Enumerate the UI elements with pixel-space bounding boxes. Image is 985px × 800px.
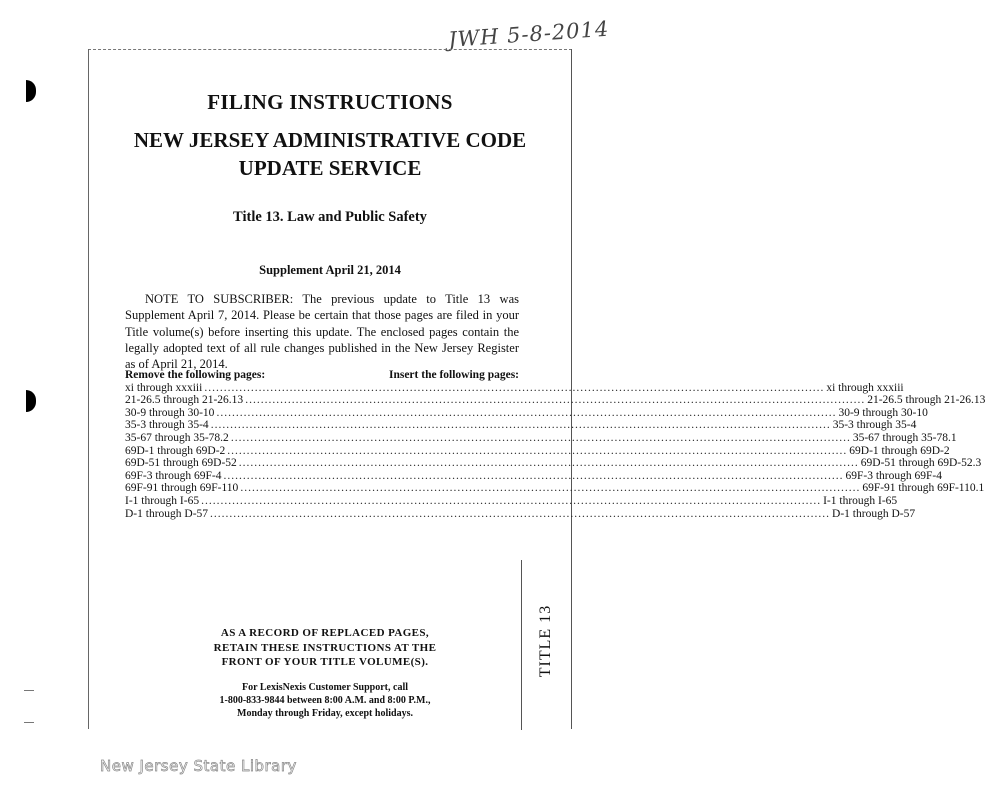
- insert-pages-header: Insert the following pages:: [388, 369, 519, 381]
- remove-pages-cell: 35-3 through 35-4: [125, 419, 209, 432]
- support-line-2: 1-800-833-9844 between 8:00 A.M. and 8:00 P.M.,: [219, 694, 431, 706]
- insert-pages-cell: 69D-51 through 69D-52.3: [860, 457, 982, 470]
- remove-pages-cell: 35-67 through 35-78.2: [125, 431, 229, 444]
- insert-pages-cell: 35-67 through 35-78.1: [852, 431, 957, 444]
- dot-leader: ................................................................................................................................................................: [238, 457, 859, 470]
- pages-table-row: [125, 469, 942, 483]
- remove-pages-cell: 69F-3 through 69F-4: [125, 469, 222, 482]
- dot-leader: ................................................................................................................................................................: [210, 419, 831, 432]
- remove-pages-cell: xi through xxxiii: [125, 381, 203, 394]
- dot-leader: ................................................................................................................................................................: [223, 469, 844, 482]
- pages-table-row: [125, 431, 957, 445]
- pages-table-row: [125, 457, 982, 470]
- dot-leader: ................................................................................................................................................................: [240, 482, 861, 495]
- dot-leader: ................................................................................................................................................................: [227, 444, 848, 457]
- record-line-3: FRONT OF YOUR TITLE VOLUME(S).: [221, 656, 429, 668]
- title-tab-divider: [521, 560, 522, 730]
- remove-pages-cell: 21-26.5 through 21-26.13: [125, 394, 244, 407]
- support-line-1: For LexisNexis Customer Support, call: [241, 682, 408, 693]
- insert-pages-cell: 69D-1 through 69D-2: [849, 444, 950, 457]
- handwritten-initials-date: JWH 5-8-2014: [447, 16, 611, 52]
- punch-hole-mark-middle: [26, 390, 36, 412]
- insert-pages-cell: 69F-3 through 69F-4: [845, 469, 942, 482]
- dot-leader: ................................................................................................................................................................: [245, 394, 866, 407]
- insert-pages-cell: 69F-91 through 69F-110.1: [862, 482, 985, 495]
- margin-tick-mark: [24, 690, 34, 691]
- insert-pages-cell: xi through xxxiii: [826, 381, 904, 394]
- insert-pages-cell: 21-26.5 through 21-26.13: [867, 394, 985, 407]
- document-title: FILING INSTRUCTIONS: [207, 90, 453, 114]
- dot-leader: ................................................................................................................................................................: [216, 406, 837, 419]
- document-subtitle: [100, 126, 560, 182]
- punch-hole-mark-top: [26, 80, 36, 102]
- pages-table-header: [125, 369, 519, 382]
- remove-pages-cell: 69F-91 through 69F-110: [125, 482, 239, 495]
- page-frame-top-border: [88, 49, 572, 50]
- insert-pages-cell: I-1 through I-65: [823, 494, 898, 507]
- library-stamp: New Jersey State Library: [100, 757, 297, 775]
- margin-tick-mark: [24, 722, 34, 723]
- pages-table-row: [125, 507, 916, 521]
- pages-table-row: [125, 381, 904, 395]
- supplement-date: Supplement April 21, 2014: [259, 263, 401, 277]
- pages-table-row: [125, 482, 985, 495]
- insert-pages-cell: 35-3 through 35-4: [832, 419, 917, 432]
- subtitle-line-1: NEW JERSEY ADMINISTRATIVE CODE: [133, 128, 527, 152]
- remove-pages-cell: 69D-1 through 69D-2: [125, 444, 226, 457]
- remove-pages-cell: 69D-51 through 69D-52: [125, 457, 237, 470]
- title-tab-label: TITLE 13: [537, 604, 554, 678]
- dot-leader: ................................................................................................................................................................: [210, 507, 831, 520]
- title-number-heading: Title 13. Law and Public Safety: [233, 209, 427, 225]
- remove-pages-cell: 30-9 through 30-10: [125, 406, 215, 419]
- note-to-subscriber: NOTE TO SUBSCRIBER: The previous update to Title 13 was Supplement April 7, 2014. Please be certain that those pages are filed in your Title volume(s) before inserting this update. The enclosed pages contain the legally adopted text of all rule changes published in the New Jersey Register as of April 21, 2014.: [125, 292, 519, 372]
- insert-pages-cell: D-1 through D-57: [832, 507, 916, 520]
- page-frame-left-border: [88, 49, 89, 729]
- pages-table-row: [125, 406, 928, 420]
- support-line-3: Monday through Friday, except holidays.: [237, 707, 413, 719]
- pages-table-row: [125, 419, 917, 432]
- insert-pages-cell: 30-9 through 30-10: [838, 406, 928, 419]
- dot-leader: ................................................................................................................................................................: [204, 381, 825, 394]
- pages-table-row: [125, 444, 950, 458]
- dot-leader: ................................................................................................................................................................: [201, 494, 822, 507]
- pages-table-row: [125, 394, 985, 407]
- subtitle-line-2: UPDATE SERVICE: [238, 156, 422, 180]
- remove-pages-cell: I-1 through I-65: [125, 494, 200, 507]
- remove-pages-header: Remove the following pages:: [125, 369, 266, 381]
- pages-table-row: [125, 494, 898, 508]
- customer-support-info: [160, 682, 490, 720]
- record-line-2: RETAIN THESE INSTRUCTIONS AT THE: [213, 641, 437, 654]
- remove-pages-cell: D-1 through D-57: [125, 507, 209, 520]
- record-retention-notice: [160, 626, 490, 670]
- filing-pages-table: [125, 369, 985, 520]
- dot-leader: ................................................................................................................................................................: [230, 431, 851, 444]
- record-line-1: AS A RECORD OF REPLACED PAGES,: [220, 627, 430, 639]
